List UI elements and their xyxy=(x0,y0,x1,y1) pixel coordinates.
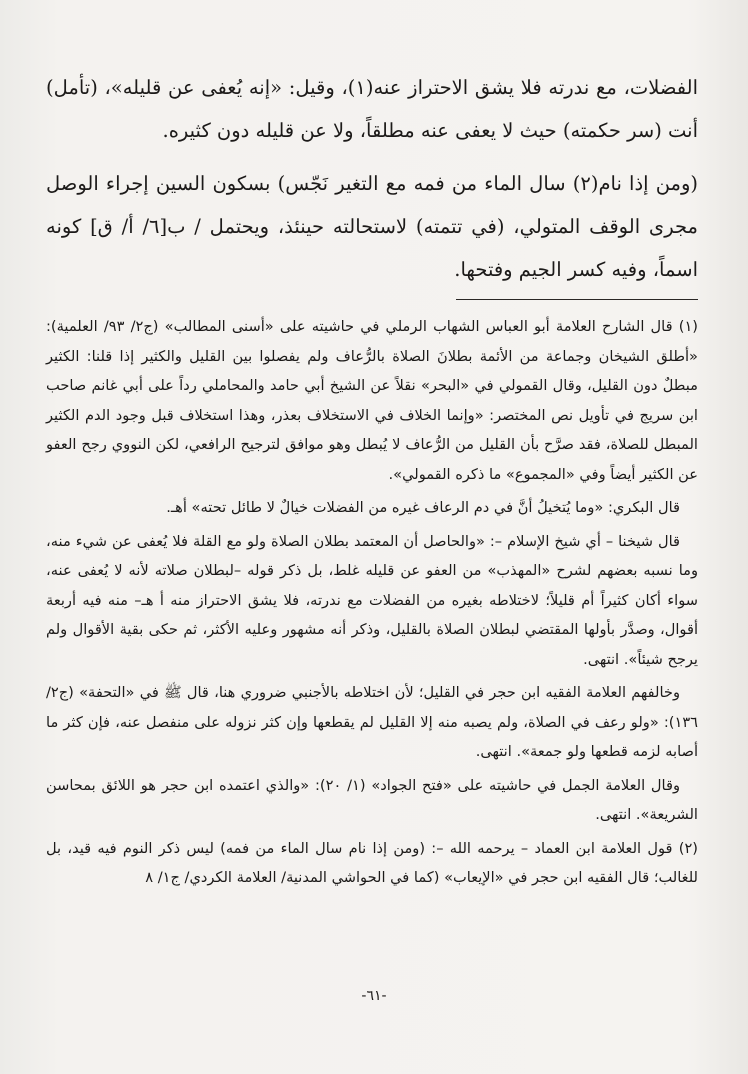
footnote-1-cont-bakri: قال البكري: «وما يُتخيلُ أنَّ في دم الرعاف غيره من الفضلات خيالٌ لا طائل تحته» أهـ. xyxy=(166,499,680,516)
footnote-2: (٢) قول العلامة ابن العماد – يرحمه الله –: (ومن إذا نام سال الماء من فمه) ليس ذكر النوم فيه قيد، بل للغالب؛ قال الفقيه ابن حجر في «الإيعاب» (كما في الحواشي المدنية/ العلامة الكردي/ ج١/ ٨ xyxy=(46,839,698,886)
footnote-1-cont-shaykh: قال شيخنا – أي شيخ الإسلام –: «والحاصل أن المعتمد بطلان الصلاة ولو مع القلة فلا يُعفى عن شيء منه، وما نسبه بعضهم لشرح «المهذب» من العفو عن قليله غلط، بل ذكر قوله –لبطلان صلاته لأنه لا يُعفى عنه، سواء أكان كثيراً أم قليلاً؛ لاختلاطه بغيره من الفضلات مع ندرته، فلا يشق الاحتراز منه أ هـ– منه فيه أربعة أقوال، وصدَّر بأولها المقتضي لبطلان الصلاة بالقليل، وذكر أنه مشهور وعليه الأكثر، ثم حكى بقية الأقوال ولم يرجح شيئاً». انتهى. xyxy=(46,532,698,668)
main-text xyxy=(46,66,698,301)
footnote-separator xyxy=(456,299,698,300)
footnote-1-cont-ibn-hajar: وخالفهم العلامة الفقيه ابن حجر في القليل؛ لأن اختلاطه بالأجنبي ضروري هنا، قال ﷺ في «التحفة» (ج٢/ ١٣٦): «ولو رعف في الصلاة، ولم يصبه منه إلا القليل لم يقطعها وإن كثر نزوله على منفصل عنه، فإن كثر ما أصابه لزمه قطعها ولو جمعة». انتهى. xyxy=(46,684,698,760)
main-paragraph-2: (ومن إذا نام(٢) سال الماء من فمه مع التغير نَجّس) بسكون السين إجراء الوصل مجرى الوقف المتولي، (في تتمته) لاستحالته حينئذ، ويحتمل / ب[٦/ أ/ ق] كونه اسماً، وفيه كسر الجيم وفتحها. xyxy=(46,172,699,281)
footnote-1: (١) قال الشارح العلامة أبو العباس الشهاب الرملي في حاشيته على «أسنى المطالب» (ج٢/ ٩٣/ العلمية): «أطلق الشيخان وجماعة من الأئمة بطلانَ الصلاة بالرُّعاف ولم يفصلوا بين القليل والكثير إذا قلنا: الكثير مبطلٌ دون القليل، وقال القمولي في «البحر» نقلاً عن الشيخ أبي حامد والمحاملي رداً على أبي غانم صاحب ابن سريج في تأويل نص المختصر: «وإنما الخلاف في الاستخلاف بعذر، وهذا استخلاف قبل وجود الدم الكثير المبطل للصلاة، فقد صرَّح بأن القليل من الرُّعاف لا يُبطل وهو موافق لترجيح الرافعي، لكن النووي رجح العفو عن الكثير أيضاً وفي «المجموع» ما ذكره القمولي». xyxy=(46,318,698,483)
footnote-1-cont-jamal: وقال العلامة الجمل في حاشيته على «فتح الجواد» (١/ ٢٠): «والذي اعتمده ابن حجر هو اللائق بمحاسن الشريعة». انتهى. xyxy=(46,776,698,823)
main-paragraph-1: الفضلات، مع ندرته فلا يشق الاحتراز عنه(١)، وقيل: «إنه يُعفى عن قليله»، (تأمل) أنت (سر حكمته) حيث لا يعفى عنه مطلقاً، ولا عن قليله دون كثيره. xyxy=(46,76,699,142)
footnotes xyxy=(46,312,698,897)
page-number: -٦١- xyxy=(361,988,387,1004)
